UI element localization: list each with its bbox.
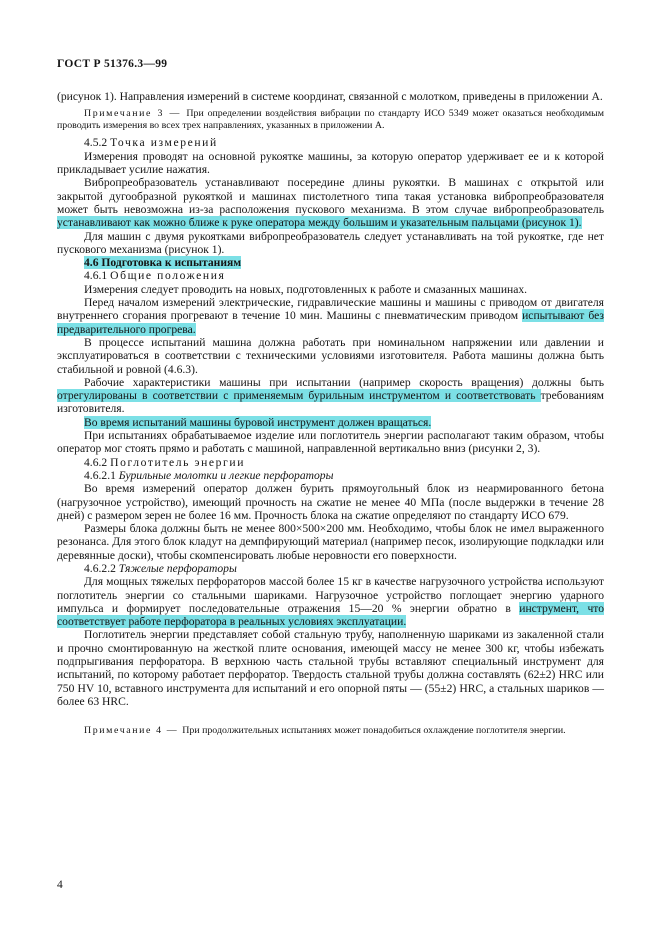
body-paragraph bbox=[57, 575, 604, 628]
text-segment: 4.6.2.1 bbox=[84, 468, 119, 482]
highlighted-text: отрегулированы в соответствии с применяемым бурильным инструментом и соответствовать bbox=[57, 389, 541, 403]
body-paragraph bbox=[57, 416, 604, 429]
body-paragraph bbox=[57, 482, 604, 522]
body-paragraph bbox=[57, 522, 604, 562]
section-heading bbox=[57, 456, 604, 469]
text-segment: Измерения проводят на основной рукоятке машины, за которую оператор удерживает ее и к которой прикладывает усилие нажатия. bbox=[57, 149, 604, 177]
text-segment: Вибропреобразователь устанавливают посередине длины рукоятки. В машинах с открытой или закрытой дугообразной рукояткой и машинах пистолетного типа такая установка вибропреобразователя может быть невозможна из-за расположения пускового механизма. В этом случае вибропреобразователь bbox=[57, 176, 604, 216]
body-paragraph bbox=[57, 628, 604, 708]
document-standard-number: ГОСТ Р 51376.3—99 bbox=[57, 58, 168, 70]
section-heading bbox=[57, 562, 604, 575]
text-segment: Точка измерений bbox=[110, 136, 218, 150]
body-paragraph bbox=[57, 150, 604, 177]
text-segment: Для мощных тяжелых перфораторов массой более 15 кг в качестве нагрузочного устройства используют поглотитель энергии со стальными шариками. Нагрузочное устройство поглощает энергию ударного импульса и формирует последовательные отражения 15—20 % энергии обратно в bbox=[57, 575, 604, 615]
text-segment: Размеры блока должны быть не менее 800×500×200 мм. Необходимо, чтобы блок не имел выраженного резонанса. Для этого блок кладут на демпфирующий материал (например песок, изолирующие подкладки или деревянные доски), чтобы скомпенсировать любые неровности его поверхности. bbox=[57, 522, 604, 562]
text-segment: При испытаниях обрабатываемое изделие или поглотитель энергии располагают таким образом, чтобы оператор мог стоять прямо и работать с машиной, направленной вертикально вниз (рисунки 2, 3). bbox=[57, 429, 604, 456]
text-segment: требованиям изготовителя. bbox=[57, 389, 604, 416]
body-paragraph bbox=[57, 176, 604, 229]
body-paragraph bbox=[57, 230, 604, 257]
text-segment: 4.6.2 bbox=[84, 455, 111, 469]
body-paragraph bbox=[57, 336, 604, 376]
highlighted-text: устанавливают как можно ближе к руке оператора между большим и указательным пальцами (рисунок 1). bbox=[57, 216, 582, 230]
text-segment: Примечание 4 — bbox=[84, 725, 183, 737]
highlighted-text: инструмент, что соответствует работе перфоратора в реальных условиях эксплуатации. bbox=[57, 601, 604, 629]
highlighted-text: испытывают без предварительного прогрева. bbox=[57, 309, 604, 336]
section-heading bbox=[57, 256, 604, 269]
text-segment: Тяжелые перфораторы bbox=[118, 561, 237, 575]
section-heading bbox=[57, 269, 604, 282]
body-paragraph bbox=[57, 296, 604, 336]
text-segment: Рабочие характеристики машины при испытании (например скорость вращения) должны быть bbox=[84, 375, 604, 389]
text-segment: Примечание 3 — bbox=[84, 108, 187, 120]
text-segment: При продолжительных испытаниях может понадобиться охлаждение поглотителя энергии. bbox=[182, 725, 566, 737]
text-segment: Общие положения bbox=[110, 269, 226, 283]
highlighted-text: Во время испытаний машины буровой инструмент должен вращаться. bbox=[84, 415, 432, 429]
text-segment: Для машин с двумя рукоятками вибропреобразователь следует устанавливать на той рукоятке, где нет пускового механизма (рисунок 1). bbox=[57, 229, 604, 256]
text-segment: 4.6.1 bbox=[84, 269, 111, 283]
text-segment: Бурильные молотки и легкие перфораторы bbox=[118, 468, 334, 482]
body-paragraph bbox=[57, 283, 604, 296]
section-heading bbox=[57, 136, 604, 149]
highlighted-text: 4.6 Подготовка к испытаниям bbox=[84, 256, 242, 270]
text-segment: Поглотитель энергии bbox=[110, 455, 246, 469]
text-segment: Измерения следует проводить на новых, подготовленных к работе и смазанных машинах. bbox=[84, 282, 528, 296]
text-segment: 4.6.2.2 bbox=[84, 561, 119, 575]
text-segment: При определении воздействия вибрации по стандарту ИСО 5349 может оказаться необходимым проводить измерения во всех трех направлениях, указанных в приложении А. bbox=[57, 108, 604, 131]
body-paragraph bbox=[57, 90, 604, 103]
text-segment: В процессе испытаний машина должна работать при номинальном напряжении или давлении и эксплуатироваться в соответствии с техническими условиями изготовителя. Работа машины должна быть стабильной и ровной (4.6.3). bbox=[57, 335, 604, 376]
body-paragraph bbox=[57, 376, 604, 416]
body-paragraph bbox=[57, 429, 604, 456]
text-segment: (рисунок 1). Направления измерений в системе координат, связанной с молотком, приведены в приложении А. bbox=[57, 90, 603, 103]
page-number: 4 bbox=[57, 879, 63, 891]
section-heading bbox=[57, 469, 604, 482]
text-segment: Во время измерений оператор должен бурить прямоугольный блок из неармированного бетона (нагрузочное устройство), имеющий прочность на сжатие не менее 40 МПа (после выдержки в течение 28 дней) с размером зерен не более 16 мм. Прочность блока на сжатие определяют по стандарту ИСО 679. bbox=[57, 482, 604, 522]
note-paragraph bbox=[57, 725, 604, 737]
document-body bbox=[57, 90, 604, 737]
text-segment: 4.5.2 bbox=[84, 136, 111, 150]
text-segment: Перед началом измерений электрические, гидравлические машины и машины с приводом от двигателя внутреннего сгорания прогревают в течение 10 мин. Машины с пневматическим приводом bbox=[57, 296, 604, 323]
note-paragraph bbox=[57, 108, 604, 131]
text-segment: Поглотитель энергии представляет собой стальную трубу, наполненную шариками из закаленной стали и прочно смонтированную на жесткой плите основания, имеющей массу не менее 300 кг, чтобы избежать подпрыгивания перфоратора. В верхнюю часть стальной трубы вставляют специальный инструмент для испытаний, по которому работает перфоратор. Твердость стальной трубы должна составлять (62±2) HRC или 750 HV 10, вставного инструмента для испытаний и его опорной пяты — (55±2) HRC, а стальных шариков — более 63 HRC. bbox=[57, 628, 604, 708]
